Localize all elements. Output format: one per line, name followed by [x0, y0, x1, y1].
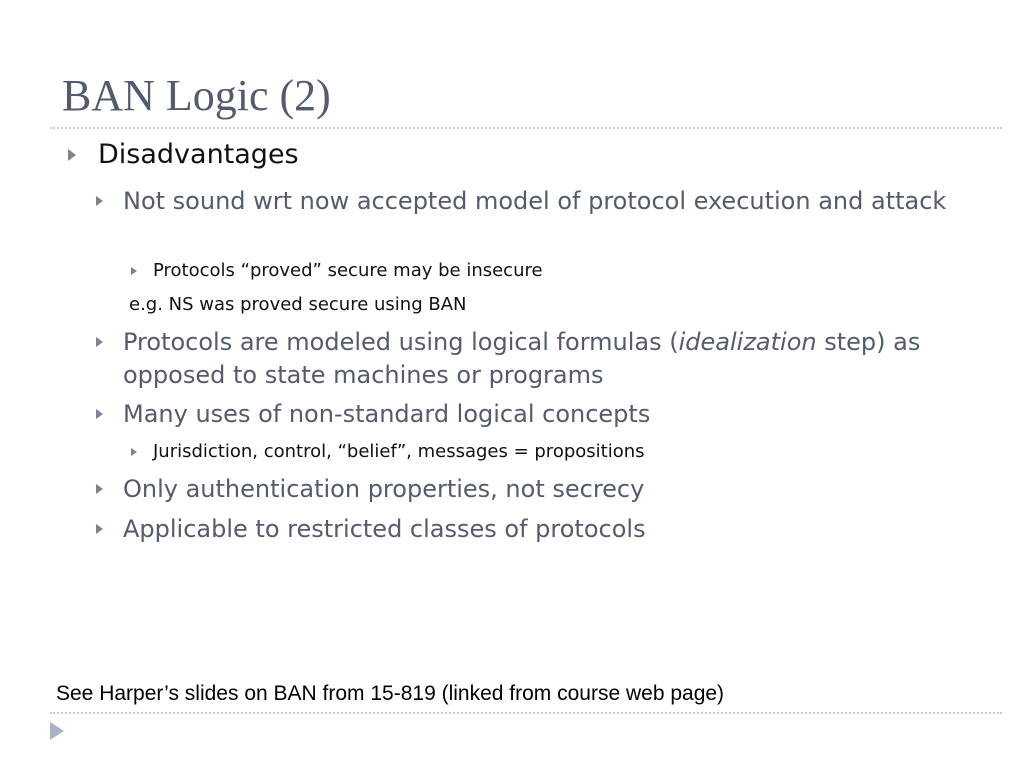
slide-title: BAN Logic (2): [62, 71, 331, 120]
bullet-text: Only authentication properties, not secrecy: [123, 475, 645, 503]
bullet-auth-only: [96, 473, 644, 506]
bullet-not-sound: [96, 185, 956, 218]
triangle-bullet-icon: [68, 149, 76, 161]
footer-divider: [50, 712, 1002, 714]
bullet-text: Jurisdiction, control, “belief”, messages = propositions: [153, 441, 645, 462]
bullet-text: Applicable to restricted classes of protocols: [123, 515, 646, 543]
bullet-text: Disadvantages: [98, 139, 299, 170]
bullet-nonstandard: [96, 398, 650, 431]
bullet-text: [123, 326, 956, 392]
bullet-jurisdiction: [131, 440, 645, 464]
bullet-proved-insecure: [131, 259, 543, 283]
triangle-bullet-icon: [96, 196, 103, 206]
footer-note: See Harper’s slides on BAN from 15-819 (linked from course web page): [56, 682, 725, 705]
triangle-bullet-icon: [96, 337, 103, 347]
triangle-bullet-icon: [131, 448, 137, 456]
modeled-emphasis: idealization: [678, 328, 817, 356]
bullet-restricted: [96, 513, 646, 546]
triangle-bullet-icon: [131, 267, 137, 275]
modeled-post: step) as opposed to state machines or programs: [123, 328, 921, 389]
bullet-modeled: [96, 326, 956, 392]
example-ns-line: e.g. NS was proved secure using BAN: [129, 294, 467, 315]
bullet-text: Protocols “proved” secure may be insecure: [153, 260, 543, 281]
bullet-text: Not sound wrt now accepted model of protocol execution and attack: [123, 187, 947, 215]
bullet-text: Many uses of non-standard logical concepts: [123, 400, 651, 428]
title-divider: [50, 127, 1002, 129]
triangle-bullet-icon: [96, 524, 103, 534]
triangle-bullet-icon: [96, 484, 103, 494]
modeled-pre: Protocols are modeled using logical formulas (: [123, 328, 679, 356]
corner-triangle-icon: [50, 722, 64, 740]
bullet-disadvantages: [68, 139, 299, 171]
triangle-bullet-icon: [96, 409, 103, 419]
